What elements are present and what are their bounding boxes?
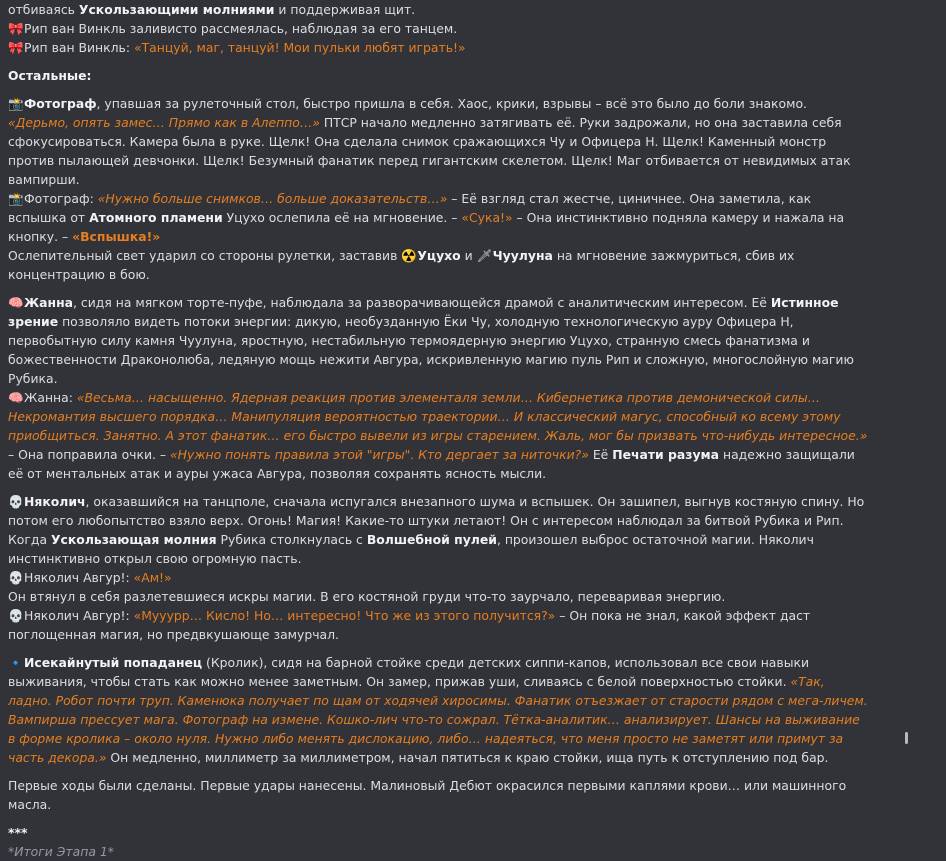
brain-icon: 🧠 [8, 390, 24, 405]
dagger-icon: 🗡 [476, 248, 493, 263]
nyakolich-paragraph: 💀Няколич, оказавшийся на танцполе, сначала испугался внезапного шума и вспышек. Он зашипел, выгнув костяную спину. Но потом его любопытство взяло верх. Огонь! Магия! Какие-то штуки летают! Он с интересом наблюдал за битвой Рубика и Рип. Когда Ускользающая молния Рубика столкнулась с Волшебной пулей, произошел выброс остаточной магии. Няколич инстинктивно открыл свою огромную пасть. [8, 494, 865, 566]
separator-stars: *** [8, 825, 28, 840]
nyakolich-absorb-line: Он втянул в себя разлетевшиеся искры магии. В его костяной груди что-то заурчало, переваривая энергию. [8, 589, 726, 604]
message-content [8, 0, 870, 861]
jeanne-paragraph: 🧠Жанна, сидя на мягком торте-пуфе, наблюдала за разворачивающейся драмой с аналитическим интересом. Её Истинное зрение позволяло видеть потоки энергии: дикую, необузданную Ёки Чу, холодную технологическую ауру Офицера Н, первобытную силу камня Чуулуна, яростную, нестабильную термоядерную энергию Уцухо, странную смесь фанатизма и божественности Драконолюба, ледяную мощь нежити Авгура, искривленную магию пуль Рип и сложную, многослойную магию Рубика. [8, 295, 854, 386]
others-header: Остальные: [8, 68, 92, 83]
nyakolich-am-line: 💀Няколич Авгур!: «Ам!» [8, 570, 172, 585]
blue-diamond-icon: 🔹 [8, 655, 24, 670]
ribbon-icon: 🎀 [8, 40, 24, 55]
skull-icon: 💀 [8, 570, 24, 585]
paragraph-intro-end: отбиваясь Ускользающими молниями и поддерживая щит. [8, 2, 416, 17]
rip-quote-line: 🎀Рип ван Винкль: «Танцуй, маг, танцуй! Мои пульки любят играть!» [8, 40, 466, 55]
camera-icon: 📸 [8, 191, 24, 206]
scrollbar-thumb[interactable] [905, 732, 908, 744]
camera-icon: 📸 [8, 96, 24, 111]
skull-icon: 💀 [8, 608, 24, 623]
photographer-paragraph: 📸Фотограф, упавшая за рулеточный стол, быстро пришла в себя. Хаос, крики, взрывы – всё это было до боли знакомо. «Дерьмо, опять замес… Прямо как в Алеппо…» ПТСР начало медленно затягивать её. Руки задрожали, но она заставила себя сфокусироваться. Камера была в руке. Щелк! Она сделала снимок сражающихся Чу и Офицера Н. Щелк! Каменный монстр против пылающей девчонки. Щелк! Безумный фанатик перед гигантским скелетом. Щелк! Маг отбивается от невидимых атак вампирши. [8, 96, 851, 187]
photographer-quote-paragraph: 📸Фотограф: «Нужно больше снимков… больше доказательств…» – Её взгляд стал жестче, циничнее. Она заметила, как вспышка от Атомного пламени Уцухо ослепила её на мгновение. – «Сука!» – Она инстинктивно подняла камеру и нажала на кнопку. – «Вспышка!» Ослепительный свет ударил со стороны рулетки, заставив ☢️Уцухо и 🗡Чуулуна на мгновение зажмуриться, сбив их концентрацию в бою. [8, 191, 845, 282]
nyakolich-purr-paragraph: 💀Няколич Авгур!: «Мууурр… Кисло! Но… интересно! Что же из этого получится?» – Он пока не знал, какой эффект даст поглощенная магия, но предвкушающе замурчал. [8, 608, 811, 642]
brain-icon: 🧠 [8, 295, 24, 310]
jeanne-quote-paragraph: 🧠Жанна: «Весьма… насыщенно. Ядерная реакция против элементаля земли… Кибернетика против демонической силы… Некромантия высшего порядка… Манипуляция вероятностью траектории… И классический магус, способный ко всему этому приобщиться. Занятно. А этот фанатик… его быстро вывели из игры старением. Жаль, мог бы призвать что-нибудь интересное.» – Она поправила очки. – «Нужно понять правила этой "игры". Кто дергает за ниточки?» Её Печати разума надежно защищали её от ментальных атак и ауры ужаса Авгура, позволяя сохранять ясность мысли. [8, 390, 868, 481]
rip-laugh-line: 🎀Рип ван Винкль заливисто рассмеялась, наблюдая за его танцем. [8, 21, 458, 36]
ribbon-icon: 🎀 [8, 21, 24, 36]
radioactive-icon: ☢️ [401, 248, 417, 263]
stage-results-heading: *Итоги Этапа 1* [8, 844, 114, 859]
final-paragraph: Первые ходы были сделаны. Первые удары нанесены. Малиновый Дебют окрасился первыми каплями крови… или машинного масла. [8, 778, 847, 812]
skull-icon: 💀 [8, 494, 24, 509]
isekai-paragraph: 🔹Исекайнутый попаданец (Кролик), сидя на барной стойке среди детских сиппи-капов, использовал все свои навыки выживания, чтобы стать как можно менее заметным. Он замер, прижав уши, сливаясь с белой поверхностью стойки. «Так, ладно. Робот почти труп. Каменюка получает по щам от ходячей хиросимы. Фанатик отъезжает от старости рядом с мега-личем. Вампирша прессует мага. Фотограф на измене. Кошко-лич что-то сожрал. Тётка-аналитик… анализирует. Шансы на выживание в форме кролика – около нуля. Нужно либо менять дислокацию, либо… надеяться, что меня просто не заметят или примут за часть декора.» Он медленно, миллиметр за миллиметром, начал пятиться к краю стойки, ища путь к отступлению под бар. [8, 655, 868, 765]
